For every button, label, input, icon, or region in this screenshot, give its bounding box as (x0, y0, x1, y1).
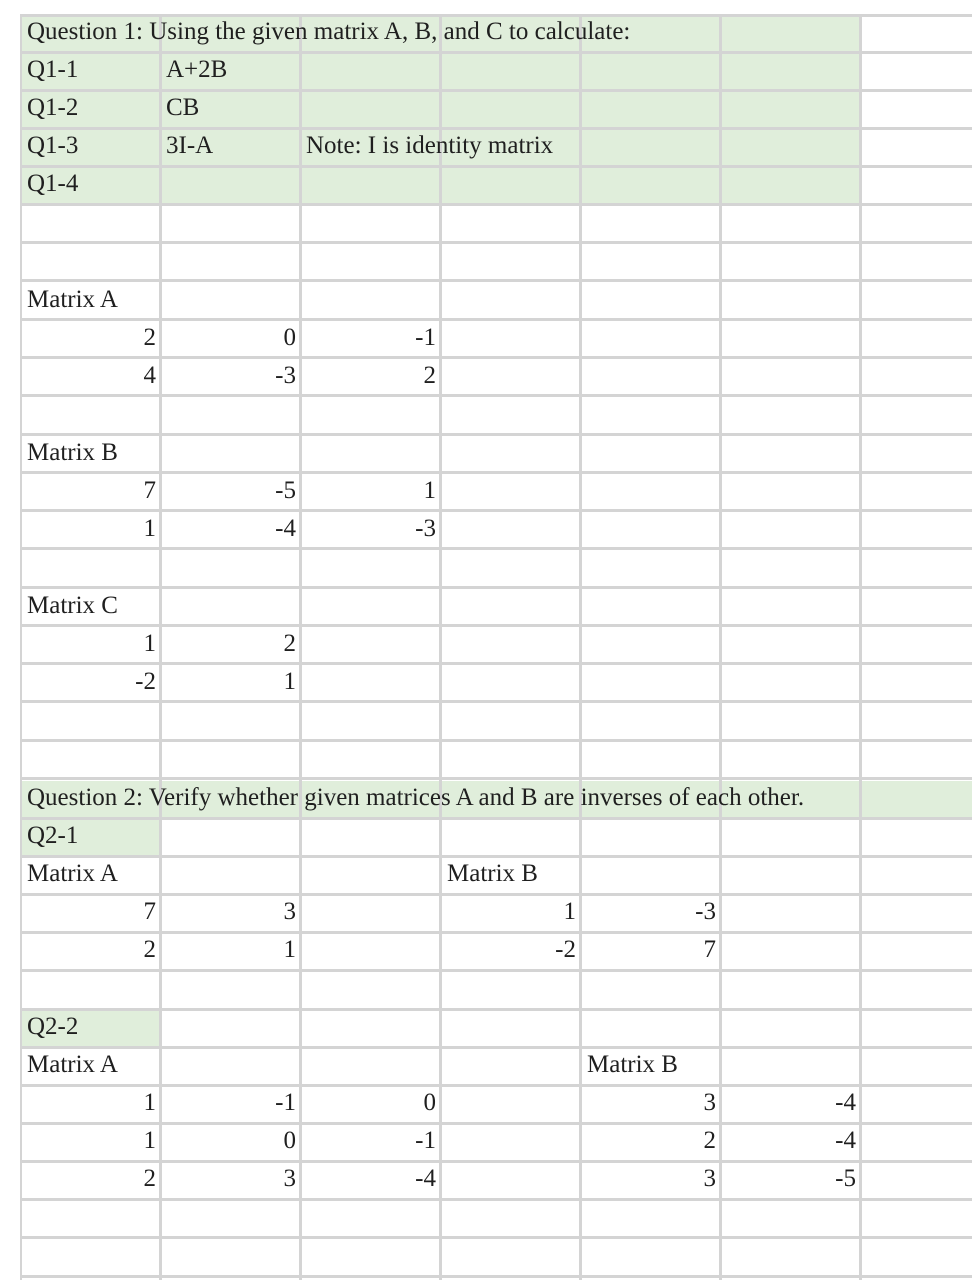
grid-row-line (20, 165, 972, 168)
grid-row-line (20, 931, 972, 934)
q2-prompt: Question 2: Verify whether given matrices A and B are inverses of each other. (27, 784, 805, 811)
q1-1-id[interactable]: Q1-1 (27, 56, 79, 83)
q1-matrix-c-cell[interactable]: 2 (283, 630, 296, 657)
q2-2-matrix-a-cell[interactable]: -1 (415, 1127, 436, 1154)
q2-2-matrix-a-cell[interactable]: 1 (143, 1089, 156, 1116)
grid-row-line (20, 394, 972, 397)
q1-matrix-c-cell[interactable]: -2 (135, 668, 156, 695)
q1-3-task[interactable]: 3I-A (166, 132, 214, 159)
q1-matrix-c-label[interactable]: Matrix C (27, 592, 118, 619)
q2-2-matrix-b-cell[interactable]: -4 (835, 1127, 856, 1154)
q2-2-matrix-b-label[interactable]: Matrix B (587, 1051, 678, 1078)
q1-matrix-b-cell[interactable]: 7 (143, 477, 156, 504)
q1-matrix-b-cell[interactable]: -5 (275, 477, 296, 504)
q2-1-matrix-a-label[interactable]: Matrix A (27, 860, 118, 887)
q1-2-id[interactable]: Q1-2 (27, 94, 79, 121)
q2-2-matrix-b-cell[interactable]: -5 (835, 1165, 856, 1192)
q2-2-matrix-a-label[interactable]: Matrix A (27, 1051, 118, 1078)
grid-column-line (159, 14, 162, 1280)
q2-2-matrix-b-cell[interactable]: 2 (703, 1127, 716, 1154)
q2-2-matrix-a-cell[interactable]: -1 (275, 1089, 296, 1116)
grid-row-line (20, 969, 972, 972)
q2-2-matrix-b-cell[interactable]: -4 (835, 1089, 856, 1116)
grid-row-line (20, 1198, 972, 1201)
q2-1-matrix-a-cell[interactable]: 1 (283, 936, 296, 963)
q2-1-matrix-a-cell[interactable]: 2 (143, 936, 156, 963)
grid-row-line (20, 1008, 972, 1011)
q2-1-id[interactable]: Q2-1 (27, 822, 79, 849)
q2-1-matrix-a-cell[interactable]: 7 (143, 898, 156, 925)
grid-row-line (20, 547, 972, 550)
q1-4-id[interactable]: Q1-4 (27, 170, 79, 197)
q2-2-matrix-a-cell[interactable]: -4 (415, 1165, 436, 1192)
grid-row-line (20, 1236, 972, 1239)
q2-2-matrix-a-cell[interactable]: 0 (283, 1127, 296, 1154)
grid-row-line (20, 1046, 972, 1049)
grid-column-line (719, 14, 722, 1280)
q1-matrix-a-cell[interactable]: -3 (275, 362, 296, 389)
q1-matrix-a-cell[interactable]: 2 (143, 324, 156, 351)
grid-row-line (20, 817, 972, 820)
grid-row-line (20, 241, 972, 244)
q2-1-matrix-a-cell[interactable]: 3 (283, 898, 296, 925)
q1-matrix-b-cell[interactable]: 1 (143, 515, 156, 542)
q2-2-matrix-a-cell[interactable]: 2 (143, 1165, 156, 1192)
grid-column-line (299, 14, 302, 1280)
grid-row-line (20, 893, 972, 896)
grid-row-line (20, 318, 972, 321)
grid-row-line (20, 509, 972, 512)
q1-3-note[interactable]: Note: I is identity matrix (306, 132, 554, 159)
q1-2-task[interactable]: CB (166, 94, 200, 121)
grid-row-line (20, 624, 972, 627)
grid-row-line (20, 855, 972, 858)
grid-row-line (20, 279, 972, 282)
q1-matrix-b-cell[interactable]: -3 (415, 515, 436, 542)
grid-row-line (20, 89, 972, 92)
q2-2-matrix-b-cell[interactable]: 3 (703, 1165, 716, 1192)
q1-matrix-a-cell[interactable]: -1 (415, 324, 436, 351)
grid-row-line (20, 433, 972, 436)
grid-row-line (20, 662, 972, 665)
q1-matrix-b-cell[interactable]: 1 (423, 477, 436, 504)
grid-row-line (20, 1275, 972, 1278)
q2-2-id[interactable]: Q2-2 (27, 1013, 79, 1040)
grid-row-line (20, 777, 972, 780)
grid-row-line (20, 1160, 972, 1163)
q1-matrix-c-cell[interactable]: 1 (143, 630, 156, 657)
grid-row-line (20, 14, 972, 17)
q1-matrix-b-cell[interactable]: -4 (275, 515, 296, 542)
q1-3-id[interactable]: Q1-3 (27, 132, 79, 159)
grid-column-line (439, 14, 442, 1280)
q1-matrix-a-cell[interactable]: 2 (423, 362, 436, 389)
grid-row-line (20, 127, 972, 130)
q1-matrix-a-cell[interactable]: 4 (143, 362, 156, 389)
grid-row-line (20, 471, 972, 474)
grid-row-line (20, 356, 972, 359)
q2-2-matrix-a-cell[interactable]: 3 (283, 1165, 296, 1192)
q1-1-task[interactable]: A+2B (166, 56, 228, 83)
q2-1-matrix-b-cell[interactable]: -2 (555, 936, 576, 963)
grid-column-line (579, 14, 582, 1280)
q2-1-matrix-b-cell[interactable]: 7 (703, 936, 716, 963)
grid-column-line (20, 14, 22, 1280)
grid-column-line (859, 14, 862, 1280)
q1-matrix-b-label[interactable]: Matrix B (27, 439, 118, 466)
grid-row-line (20, 700, 972, 703)
q2-2-matrix-a-cell[interactable]: 0 (423, 1089, 436, 1116)
q1-prompt: Question 1: Using the given matrix A, B, and C to calculate: (27, 18, 631, 45)
grid-row-line (20, 1084, 972, 1087)
q2-2-matrix-b-cell[interactable]: 3 (703, 1089, 716, 1116)
q2-1-matrix-b-cell[interactable]: 1 (563, 898, 576, 925)
q2-1-matrix-b-cell[interactable]: -3 (695, 898, 716, 925)
grid-row-line (20, 586, 972, 589)
grid-row-line (20, 739, 972, 742)
grid-row-line (20, 51, 972, 54)
q1-matrix-a-label[interactable]: Matrix A (27, 286, 118, 313)
q2-1-matrix-b-label[interactable]: Matrix B (447, 860, 538, 887)
q1-matrix-c-cell[interactable]: 1 (283, 668, 296, 695)
q2-2-matrix-a-cell[interactable]: 1 (143, 1127, 156, 1154)
grid-row-line (20, 1122, 972, 1125)
grid-row-line (20, 203, 972, 206)
q1-matrix-a-cell[interactable]: 0 (283, 324, 296, 351)
